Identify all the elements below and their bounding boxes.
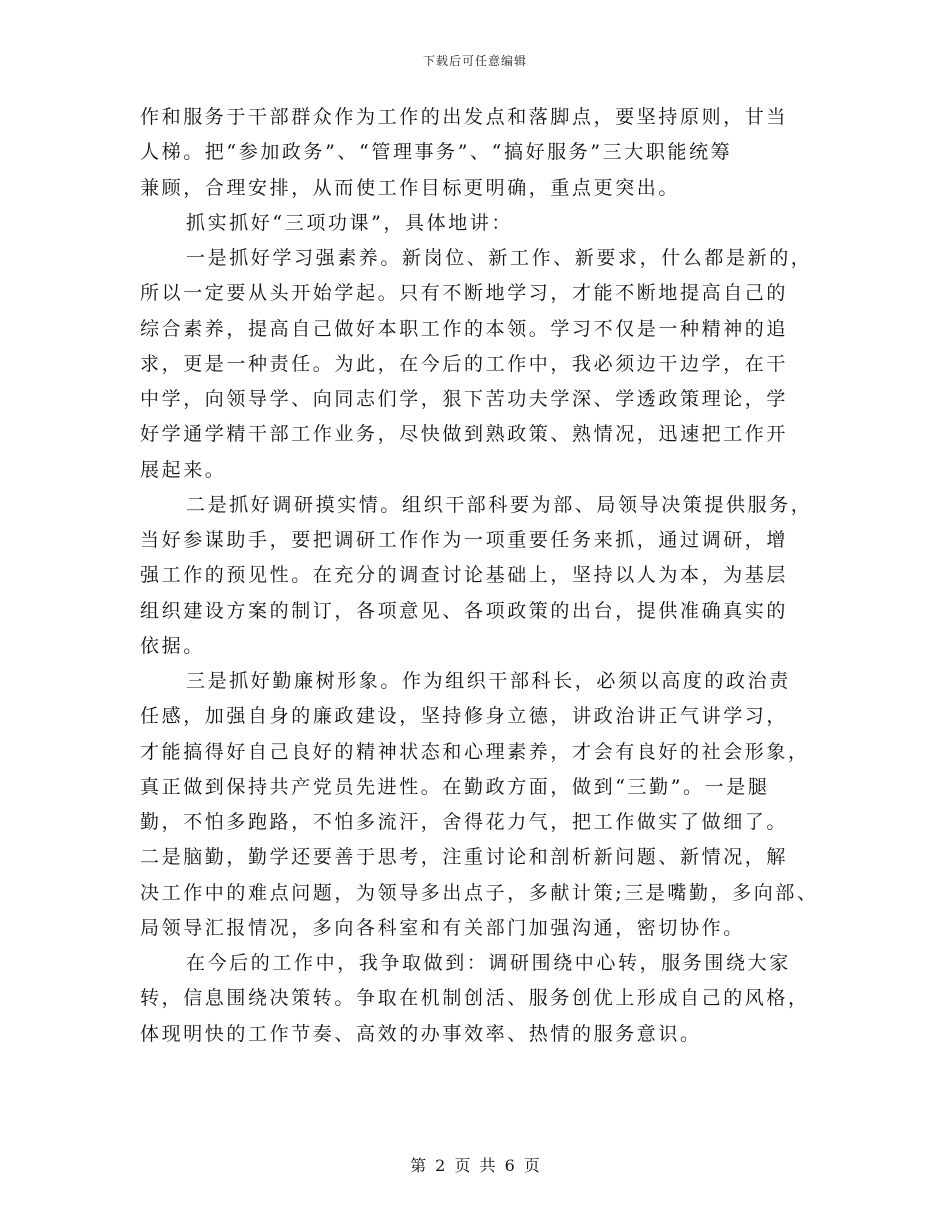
text-line: 好学通学精干部工作业务，尽快做到熟政策、熟情况，迅速把工作开: [140, 423, 789, 446]
text-line: 强工作的预见性。在充分的调查讨论基础上，坚持以人为本，为基层: [140, 564, 789, 587]
text-line: 真正做到保持共产党员先进性。在勤政方面，做到“三勤”。一是腿: [140, 775, 770, 798]
text-line: 勤，不怕多跑路，不怕多流汗，舍得花力气，把工作做实了做细了。: [140, 811, 789, 833]
text-line: 展起来。: [140, 458, 227, 481]
paragraph-start-line: 抓实抓好“三项功课”，具体地讲：: [186, 211, 514, 234]
text-line: 二是脑勤，勤学还要善于思考，注重讨论和剖析新问题、新情况，解: [140, 846, 789, 869]
text-line: 转，信息围绕决策转。争取在机制创活、服务创优上形成自己的风格，: [140, 987, 810, 1010]
paragraph-start-line: 三是抓好勤廉树形象。作为组织干部科长，必须以高度的政治责: [186, 670, 791, 692]
text-line: 综合素养，提高自己做好本职工作的本领。学习不仅是一种精神的追: [140, 317, 789, 340]
text-line: 依据。: [140, 634, 205, 657]
text-line: 体现明快的工作节奏、高效的办事效率、热情的服务意识。: [140, 1022, 702, 1045]
text-line: 中学，向领导学、向同志们学，狠下苦功夫学深、学透政策理论，学: [140, 388, 789, 410]
text-line: 决工作中的难点问题，为领导多出点子，多献计策;三是嘴勤，多向部、: [140, 881, 819, 904]
text-line: 当好参谋助手，要把调研工作作为一项重要任务来抓，通过调研，增: [140, 529, 789, 551]
page-header: 下载后可任意编辑: [422, 54, 527, 68]
paragraph-start-line: 一是抓好学习强素养。新岗位、新工作、新要求，什么都是新的，: [186, 247, 813, 269]
text-line: 人梯。把“参加政务”、“管理事务”、“搞好服务”三大职能统筹: [140, 141, 733, 164]
text-line: 兼顾，合理安排，从而使工作目标更明确，重点更突出。: [140, 176, 681, 199]
text-line: 求，更是一种责任。为此，在今后的工作中，我必须边干边学，在干: [140, 352, 789, 375]
text-line: 任感，加强自身的廉政建设，坚持修身立德，讲政治讲正气讲学习，: [140, 705, 789, 728]
text-line: 所以一定要从头开始学起。只有不断地学习，才能不断地提高自己的: [140, 282, 789, 305]
document-body: [140, 100, 820, 1052]
text-line: 才能搞得好自己良好的精神状态和心理素养，才会有良好的社会形象，: [140, 740, 810, 763]
paragraph-start-line: 二是抓好调研摸实情。组织干部科要为部、局领导决策提供服务，: [186, 493, 813, 516]
text-line: 局领导汇报情况，多向各科室和有关部门加强沟通，密切协作。: [140, 916, 745, 939]
page-number-footer: 第 2 页 共 6 页: [410, 1156, 540, 1175]
paragraph-start-line: 在今后的工作中，我争取做到：调研围绕中心转，服务围绕大家: [186, 952, 791, 974]
text-line: 组织建设方案的制订，各项意见、各项政策的出台，提供准确真实的: [140, 599, 789, 622]
text-line: 作和服务于干部群众作为工作的出发点和落脚点，要坚持原则，甘当: [140, 106, 789, 128]
